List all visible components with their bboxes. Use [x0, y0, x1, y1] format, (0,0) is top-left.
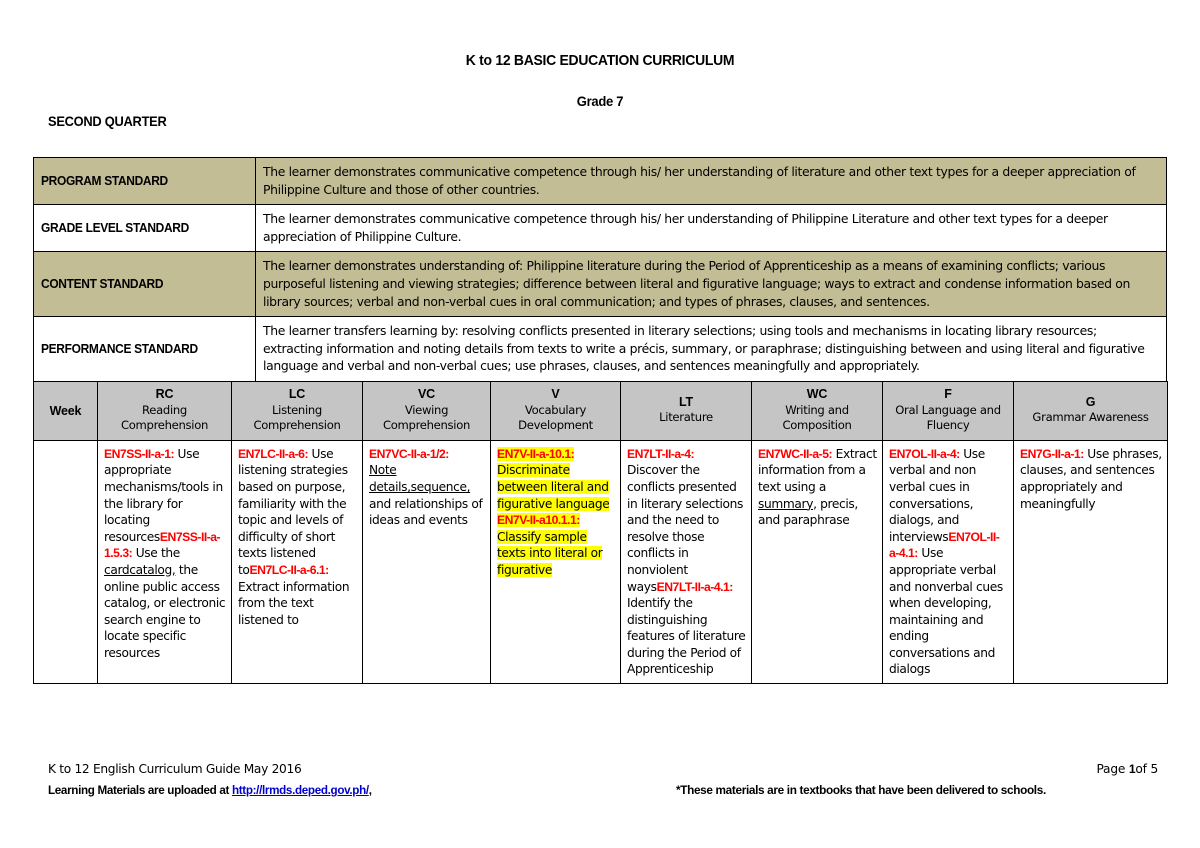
column-header-lt-name: Literature	[659, 410, 713, 425]
content-standard-label: CONTENT STANDARD	[41, 276, 164, 292]
column-header-v-name: Vocabulary Development	[518, 402, 593, 432]
column-header-f-abbr: F	[944, 387, 952, 401]
competency-text: Discriminate between literal and figurative language	[497, 463, 610, 511]
competency-text-underlined: summary	[758, 496, 814, 511]
column-header-g-abbr: G	[1085, 394, 1096, 409]
competency-text: , precis, and paraphrase	[758, 496, 858, 528]
cell-reading-comprehension	[98, 440, 232, 683]
competency-code: EN7SS-II-a-1.5.3:	[104, 529, 221, 561]
cell-week	[34, 440, 98, 683]
cell-listening-comprehension	[232, 440, 363, 683]
cell-oral-language-fluency	[883, 440, 1014, 683]
competency-text: Use phrases, clauses, and sentences appropriately and meaningfully	[1020, 446, 1162, 511]
column-header-v	[491, 382, 621, 441]
grade-level-standard-text: The learner demonstrates communicative competence through his/ her understanding of Philippine Literature and other text types for a deeper appreciation of Philippine Culture.	[256, 205, 1167, 252]
column-header-g-name: Grammar Awareness	[1032, 410, 1149, 425]
competency-text: and relationships of ideas and events	[369, 496, 483, 528]
competency-text: Use listening strategies based on purpose, familiarity with the topic and levels of difficulty of short texts listened to	[238, 446, 348, 577]
table-row	[34, 317, 1167, 382]
standards-row-label	[34, 205, 256, 252]
column-header-rc-abbr: RC	[155, 387, 174, 401]
column-header-rc-name: Reading Comprehension	[120, 402, 209, 432]
standards-row-label	[34, 158, 256, 205]
page-footer	[0, 762, 1200, 822]
footer-note	[676, 783, 1065, 797]
lrmds-link[interactable]: http://lrmds.deped.gov.ph/	[231, 783, 369, 797]
competency-text-underlined: Note details,sequence,	[369, 463, 471, 494]
program-standard-label: PROGRAM STANDARD	[41, 173, 168, 189]
column-header-vc-name: Viewing Comprehension	[382, 402, 471, 432]
competency-text: Use verbal and non verbal cues in conversations, dialogs, and interviews	[889, 446, 985, 544]
standards-row-label	[34, 317, 256, 382]
competency-code: EN7VC-II-a-1/2:	[369, 446, 449, 461]
quarter-label: SECOND QUARTER	[48, 113, 167, 129]
column-header-week	[34, 382, 98, 441]
column-header-vc	[363, 382, 491, 441]
program-standard-text: The learner demonstrates communicative competence through his/ her understanding of literature and other text types for a deeper appreciation of Philippine Culture and those of other countries.	[256, 158, 1167, 205]
column-header-f-name: Oral Language and Fluency	[895, 402, 1001, 432]
footer-guide-line: K to 12 English Curriculum Guide May 2016	[48, 762, 302, 776]
competency-code: EN7WC-II-a-5:	[758, 446, 833, 461]
column-header-wc	[752, 382, 883, 441]
competency-code: EN7OL-II-a-4.1:	[889, 529, 1000, 561]
column-header-f	[883, 382, 1014, 441]
column-header-wc-abbr: WC	[806, 387, 828, 401]
page-suffix: of 5	[1135, 762, 1158, 776]
competency-text: Extract information from the text listened to	[238, 579, 350, 627]
column-header-lc-name: Listening Comprehension	[253, 402, 341, 432]
competency-code: EN7V-II-a10.1.1:	[497, 513, 580, 528]
footer-page-number	[1096, 762, 1158, 776]
table-row	[34, 252, 1167, 317]
page-prefix: Page	[1096, 762, 1129, 776]
competency-text: Use the	[132, 546, 180, 561]
column-header-vc-abbr: VC	[418, 387, 435, 401]
cell-grammar-awareness	[1014, 440, 1168, 683]
column-header-lt-abbr: LT	[679, 394, 693, 409]
competency-text-underlined: cardcatalog,	[104, 562, 176, 577]
competency-code: EN7OL-II-a-4:	[889, 446, 960, 461]
competency-text: Classify sample texts into literal or figurative	[497, 529, 603, 577]
cell-writing-composition	[752, 440, 883, 683]
page-current: 1	[1128, 762, 1136, 776]
footer-note-text: *These materials are in textbooks that have been delivered to schools.	[676, 783, 1046, 797]
page-title: K to 12 BASIC EDUCATION CURRICULUM	[465, 52, 735, 69]
column-header-g	[1014, 382, 1168, 441]
competency-text: Use appropriate verbal and nonverbal cues when developing, maintaining and ending conversations and dialogs	[889, 546, 1003, 677]
column-header-lt	[621, 382, 752, 441]
competency-text: Use appropriate mechanisms/tools in the library for locating resources	[104, 446, 223, 544]
competency-code: EN7LC-II-a-6.1:	[249, 562, 329, 577]
competency-code: EN7G-II-a-1:	[1020, 446, 1084, 461]
table-header-row	[34, 382, 1168, 441]
column-header-wc-name: Writing and Composition	[782, 402, 852, 432]
column-header-v-abbr: V	[551, 387, 560, 401]
competency-code: EN7LT-II-a-4:	[627, 446, 695, 461]
competency-code: EN7SS-II-a-1:	[104, 446, 175, 461]
cell-literature	[621, 440, 752, 683]
footer-materials-label: Learning Materials are uploaded at	[48, 783, 232, 797]
table-row	[34, 205, 1167, 252]
cell-viewing-comprehension	[363, 440, 491, 683]
performance-standard-text: The learner transfers learning by: resolving conflicts presented in literary selections; using tools and mechanisms in locating library resources; extracting information and noting details from texts to write a précis, summary, or paraphrase; distinguishing between and using literal and figurative language and verbal and non-verbal cues; use phrases, clauses, and sentences meaningfully and appropriately.	[256, 317, 1167, 382]
content-standard-text: The learner demonstrates understanding of: Philippine literature during the Period of Apprenticeship as a means of examining conflicts; various purposeful listening and viewing strategies; difference between literal and figurative language; ways to extract and condense information based on library sources; verbal and non-verbal cues in oral communication; and types of phrases, clauses, and sentences.	[256, 252, 1167, 317]
competency-code: EN7LT-II-a-4.1:	[656, 579, 733, 594]
grade-level-standard-label: GRADE LEVEL STANDARD	[41, 220, 189, 236]
cell-vocabulary-development	[491, 440, 621, 683]
curriculum-table	[33, 381, 1168, 684]
column-header-week-label: Week	[49, 404, 82, 419]
table-row	[34, 158, 1167, 205]
competency-text: the online public access catalog, or electronic search engine to locate specific resources	[104, 562, 226, 660]
table-row	[34, 440, 1168, 683]
competency-code: EN7LC-II-a-6:	[238, 446, 309, 461]
competency-code: EN7V-II-a-10.1:	[497, 446, 575, 461]
performance-standard-label: PERFORMANCE STANDARD	[41, 341, 198, 357]
footer-materials-line	[48, 783, 392, 797]
competency-text: Extract information from a text using a	[758, 446, 877, 494]
footer-materials-suffix: ,	[368, 783, 372, 797]
standards-row-label	[34, 252, 256, 317]
grade-subtitle: Grade 7	[576, 93, 624, 109]
column-header-lc-abbr: LC	[288, 387, 306, 401]
competency-text: Discover the conflicts presented in literary selections and the need to resolve those conflicts in nonviolent ways	[627, 463, 744, 594]
competency-text: Identify the distinguishing features of literature during the Period of Apprenticeship	[627, 596, 746, 677]
column-header-lc	[232, 382, 363, 441]
standards-table	[33, 157, 1167, 382]
column-header-rc	[98, 382, 232, 441]
